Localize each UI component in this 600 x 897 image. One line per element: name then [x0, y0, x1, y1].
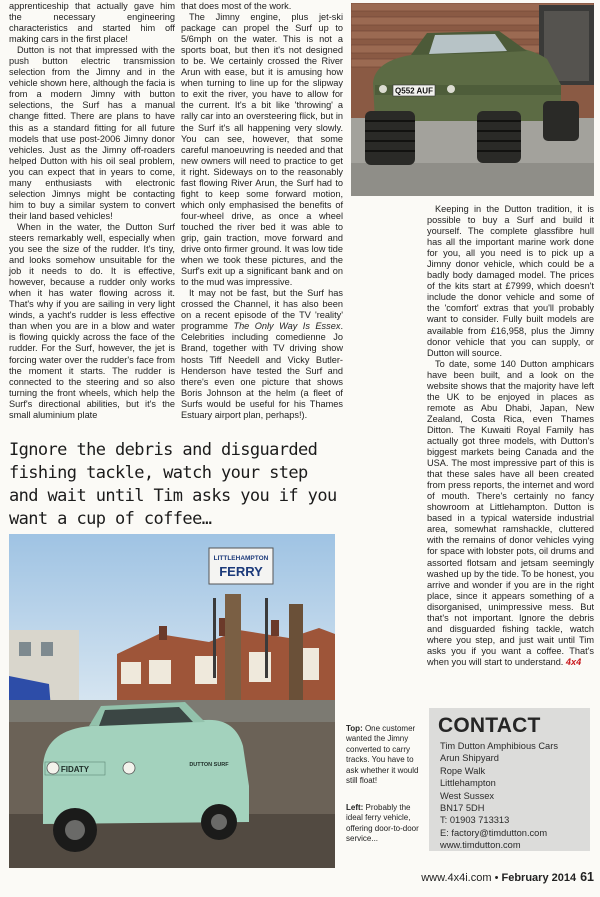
paragraph: apprenticeship that actually gave him the necessary engineering characteristics and started him off making cars in the first place!: [9, 1, 175, 45]
text-run: To date, some 140 Dutton amphicars have been built, and a look on the website shows that the majority have left the UK to be enjoyed in places as remote as Abu Dhabi, Japan, New Zealand, Costa Rica, even Thames Ditton. The Kuwaiti Royal Family has actually got three models, with Dutton's biggest markets being Canada and the USA. The most impressive part of this is that these sales have all been created from press reports, the internet and word of mouth. There's certainly no fancy showroom at Littlehampton. Dutton is based in a typical waterside industrial area, somewhat ramshackle, cluttered with the remains of donor vehicles vying for space with lobster pots, oil drums and assorted flotsam and jetsam seemingly washed up by the tide. To be honest, you arrive and wonder if you are in the right place, since it appears something of a disorganised, unimpressive mess. But that's not important. Ignore the debris and disguarded fishing tackle, watch where you step, and just wait until Tim asks you if you want a coffee. That's when you will start to understand.: [427, 358, 594, 667]
pull-quote: Ignore the debris and disguarded fishing tackle, watch your step and wait until Tim asks you if you want a cup of coffee…: [9, 440, 337, 529]
contact-box: [429, 708, 590, 851]
caption-text: Probably the ideal ferry vehicle, offering door-to-door service...: [346, 803, 419, 844]
paragraph: that does most of the work.: [181, 1, 292, 11]
contact-postcode: BN17 5DH: [440, 803, 485, 814]
paragraph: Keeping in the Dutton tradition, it is possible to buy a Surf and build it yourself. The complete glassfibre hull has all the important marine work done for you, all you need is to pick up a Jimny donor vehicle, which could be a badly body damaged model. The prices of the kits start at £7999, which doesn't include the donor vehicle and some of the 'comfort' extras that you'll probably want to consider. Fully built models are available from £16,958, plus the Jimny donor vehicle that you can supply, or Dutton will source.: [427, 204, 594, 358]
paragraph: When in the water, the Dutton Surf steers remarkably well, especially when you see the size of the rudder. It's tiny, and looks somehow unsuitable for the job it needs to do. It is effective, however, because a rudder only works when it has water flowing across it. That's why if you are sailing in very light winds, a yacht's rudder is less effective than when you are in a blow and water is flowing quickly across the face of the rudder. For the Surf, however, the jet is forcing water over the rudder's face from the moment it starts. The rudder is connected to the steering and so also turning the front wheels, which help the Surf's directional abilities, but it's the small aluminium plate: [9, 221, 175, 420]
bonnet-lettering: DUTTON SURF: [189, 762, 229, 768]
contact-website: www.timdutton.com: [440, 840, 521, 851]
caption-label: Left:: [346, 803, 364, 812]
paragraph: The Jimny engine, plus jet-ski package can propel the Surf up to 5/6mph on the water. This is not a sports boat, but then it's not designed to be. We certainly crossed the River Arun with ease, but it is amusing how when turning to line up for the slipway to exit the river, you have to allow for the current. It's a bit like 'throwing' a rally car into an oversteering flick, but in the Surf it's all happening very slowly. You can see, however, that some careful manoeuvring is needed and that new owners will need to practice to get it right. Sideways on to the reasonably fast flowing River Arun, the Surf had to fight to keep some forward motion, which only emphasised the benefits of four-wheel drive, as once a wheel touched the river bed it was able to grip, gain traction, move forward and drive onto firmer ground. It was low tide when we took these pictures, and the Surf's exit up a significant bank and on to the mud was impressive.: [181, 12, 343, 288]
contact-details: [440, 740, 558, 852]
article-column-3: [427, 204, 594, 668]
tracked-surf-photo: [351, 3, 594, 196]
sign-text-ferry: FERRY: [219, 564, 263, 579]
contact-address-line: Littlehampton: [440, 778, 496, 789]
page-number: 61: [580, 870, 594, 884]
number-plate: Q552 AUF: [395, 86, 433, 96]
contact-phone: T: 01903 713313: [440, 815, 510, 826]
article-column-2: [181, 1, 343, 421]
end-mark: 4x4: [565, 656, 582, 667]
contact-address-line: West Sussex: [440, 790, 495, 801]
contact-company: Tim Dutton Amphibious Cars: [440, 741, 558, 751]
article-column-1: [9, 1, 175, 421]
footer-separator: •: [491, 872, 502, 884]
paragraph: [181, 288, 343, 421]
footer-url: www.4x4i.com: [421, 872, 492, 884]
ferry-surf-illustration: [9, 534, 335, 868]
page-footer: [380, 870, 594, 884]
ferry-surf-photo: [9, 534, 335, 868]
text-run: . Celebrities including comedienne Jo Brand, together with TV driving show hosts Tiff Needell and Vicky Butler-Henderson have tested the Surf and there's even one picture that shows Boris Johnson at the helm (a fleet of Surfs would be useful for his Thames Estuary airport plan, perhaps!).: [181, 321, 343, 420]
contact-email: E: factory@timdutton.com: [440, 827, 548, 838]
caption-label: Top:: [346, 724, 363, 733]
number-plate: FIDATY: [60, 765, 90, 774]
paragraph: [427, 359, 594, 668]
tracked-surf-illustration: [351, 3, 594, 196]
tv-programme-title: The Only Way Is Essex: [233, 321, 341, 332]
sign-text-top: LITTLEHAMPTON: [213, 555, 269, 562]
paragraph: Dutton is not that impressed with the push button electric transmission selection from the Jimny and in the vehicle shown here, although the facia is from a modern Jimny with button selections, the Surf has a manual change fitted. There are plans to have this as a standard fitting for all future models that use post-2006 Jimny donor vehicles. Just as the Jimny off-roaders helped Dutton with his oil seal problem, you can expect that in years to come, many enthusiasts with electronic selection Jimnys might be contacting him to buy a similar system to convert their land based vehicles!: [9, 45, 175, 221]
caption-text: One customer wanted the Jimny converted to carry tracks. You have to ask whether it would still float!: [346, 724, 419, 786]
caption-top: [346, 724, 424, 786]
footer-date: February 2014: [501, 872, 577, 884]
contact-title: CONTACT: [438, 714, 541, 737]
text-run: It may not be fast, but the Surf has crossed the Channel, it has also been on a recent episode of the TV 'reality' programme: [181, 288, 343, 332]
caption-left: [346, 803, 424, 845]
contact-address-line: Rope Walk: [440, 765, 486, 776]
contact-address-line: Arun Shipyard: [440, 753, 499, 764]
